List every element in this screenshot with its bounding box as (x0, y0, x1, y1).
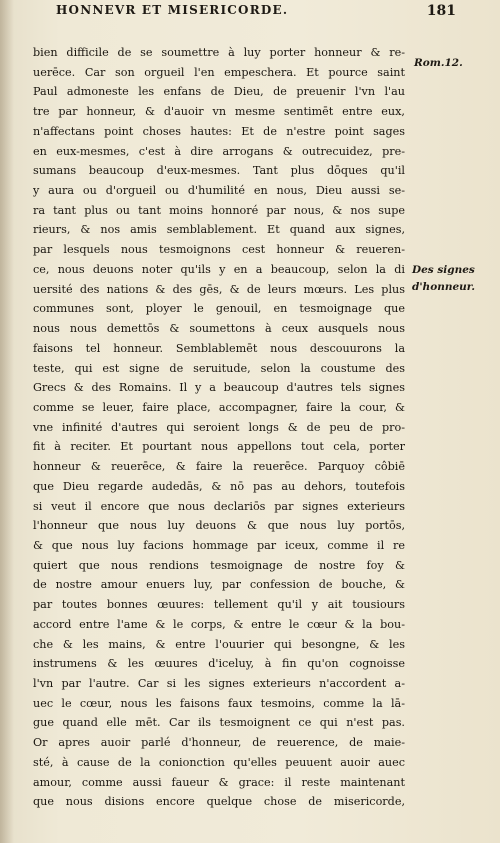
text-line: amour, comme aussi faueur & grace: il reste maintenant (33, 775, 405, 789)
margin-note-signes-line1: Des signes (412, 264, 475, 276)
text-line: par lesquels nous tesmoignons cest honneur & reueren- (33, 243, 405, 257)
text-line: uersité des nations & des gēs, & de leurs mœurs. Les plus (33, 282, 405, 296)
text-line: par toutes bonnes œuures: tellement qu'il y ait tousiours (33, 598, 405, 612)
text-line: communes sont, ployer le genouil, en tesmoignage que (33, 302, 405, 316)
text-line: honneur & reuerēce, & faire la reuerēce. Parquoy côbiē (33, 460, 405, 474)
text-line: comme se leuer, faire place, accompagner, faire la cour, & (33, 400, 405, 414)
text-line: teste, qui est signe de seruitude, selon la coustume des (33, 361, 405, 375)
margin-note-rom: Rom.12. (414, 57, 463, 69)
text-line: Grecs & des Romains. Il y a beaucoup d'autres tels signes (33, 381, 405, 395)
text-line: en eux-mesmes, c'est à dire arrogans & outrecuidez, pre- (33, 144, 405, 158)
text-line: que nous disions encore quelque chose de misericorde, (33, 795, 405, 809)
body-text (33, 43, 405, 812)
text-line: & que nous luy facions hommage par iceux, comme il re (33, 538, 405, 552)
running-head (56, 3, 456, 21)
text-line: uec le cœur, nous les faisons faux tesmoins, comme la lā- (33, 696, 405, 710)
text-line: sté, à cause de la conionction qu'elles peuuent auoir auec (33, 755, 405, 769)
text-line: y aura ou d'orgueil ou d'humilité en nous, Dieu aussi se- (33, 184, 405, 198)
gutter-shadow (0, 0, 14, 843)
text-line: uerēce. Car son orgueil l'en empeschera. Et pource saint (33, 65, 405, 79)
text-line: que Dieu regarde audedās, & nō pas au dehors, toutefois (33, 479, 405, 493)
text-line: ra tant plus ou tant moins honnoré par nous, & nos supe (33, 203, 405, 217)
text-line: ce, nous deuons noter qu'ils y en a beaucoup, selon la di (33, 262, 405, 276)
page-number: 181 (426, 3, 456, 19)
text-line: tre par honneur, & d'auoir vn mesme sentimēt entre eux, (33, 105, 405, 119)
running-head-title: HONNEVR ET MISERICORDE. (56, 3, 289, 17)
text-line: accord entre l'ame & le corps, & entre le cœur & la bou- (33, 617, 405, 631)
text-line: fit à reciter. Et pourtant nous appellons tout cela, porter (33, 440, 405, 454)
text-line: bien difficile de se soumettre à luy porter honneur & re- (33, 46, 405, 59)
margin-note-signes-line2: d'honneur. (412, 281, 475, 293)
text-line: instrumens & les œuures d'iceluy, à fin qu'on cognoisse (33, 657, 405, 671)
text-line: faisons tel honneur. Semblablemēt nous descouurons la (33, 341, 405, 355)
text-line: quiert que nous rendions tesmoignage de nostre foy & (33, 558, 405, 572)
text-line: gue quand elle mēt. Car ils tesmoignent ce qui n'est pas. (33, 716, 405, 730)
text-line: si veut il encore que nous declariōs par signes exterieurs (33, 499, 405, 513)
text-line: vne infinité d'autres qui seroient longs & de peu de pro- (33, 420, 405, 434)
text-line: sumans beaucoup d'eux-mesmes. Tant plus dōques qu'il (33, 164, 405, 178)
text-line: Paul admoneste les enfans de Dieu, de preuenir l'vn l'au (33, 85, 405, 99)
text-line: Or apres auoir parlé d'honneur, de reuerence, de maie- (33, 736, 405, 750)
text-line: rieurs, & nos amis semblablement. Et quand aux signes, (33, 223, 405, 237)
text-line: l'vn par l'autre. Car si les signes exterieurs n'accordent a- (33, 677, 405, 690)
text-line: de nostre amour enuers luy, par confession de bouche, & (33, 578, 405, 592)
text-line: nous nous demettōs & soumettons à ceux ausquels nous (33, 322, 405, 336)
text-line: che & les mains, & entre l'ouurier qui besongne, & les (33, 637, 405, 651)
text-line: l'honneur que nous luy deuons & que nous luy portōs, (33, 519, 405, 533)
margin-note-signes (412, 262, 475, 296)
text-line: n'affectans point choses hautes: Et de n'estre point sages (33, 124, 405, 138)
